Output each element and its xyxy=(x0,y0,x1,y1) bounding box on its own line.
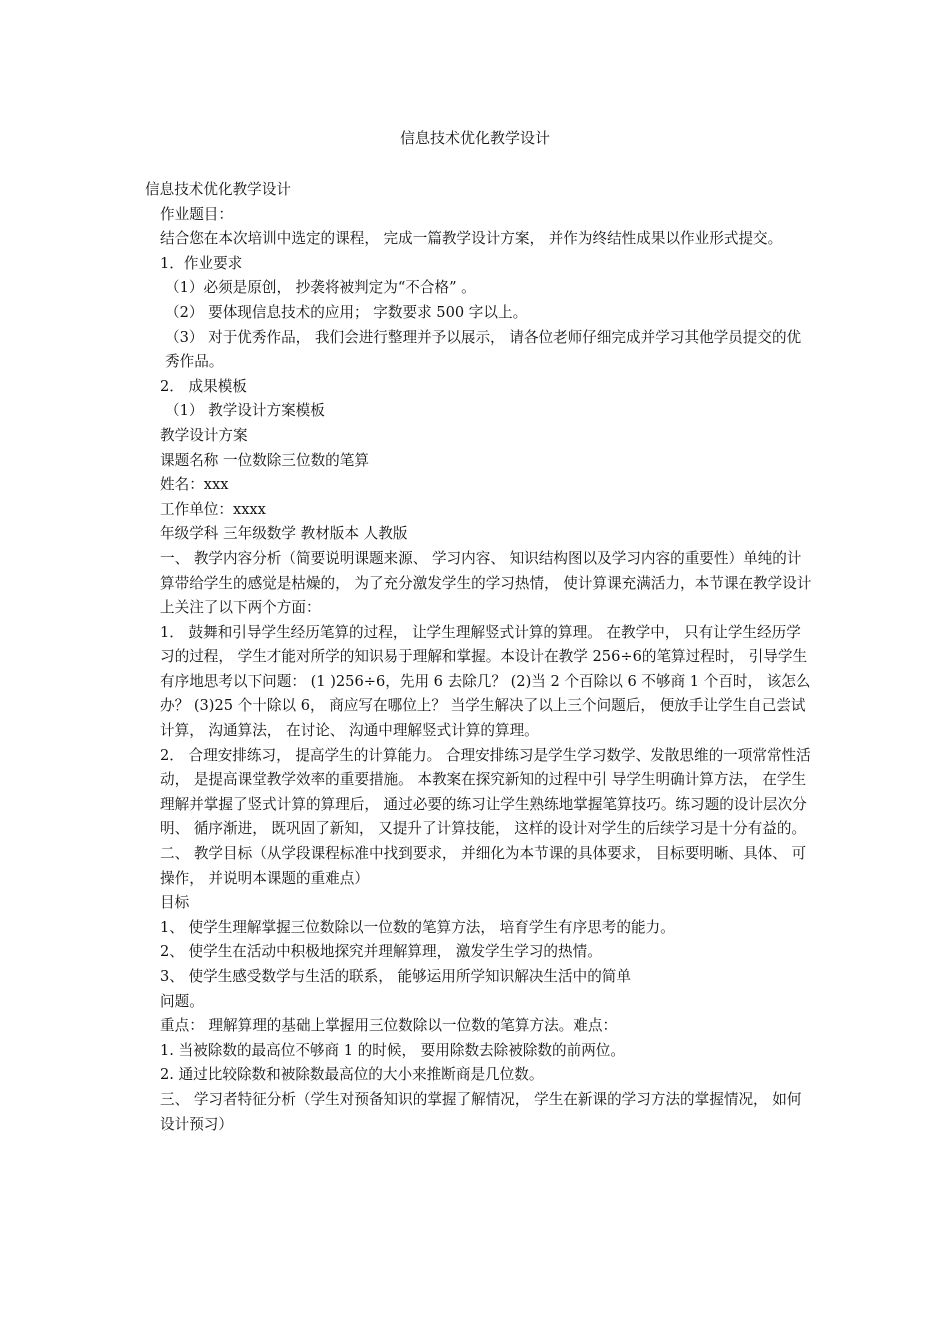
paragraph: 三、 学习者特征分析（学生对预备知识的掌握了解情况， 学生在新课的学习方法的掌握情况， 如何设计预习） xyxy=(160,1090,802,1133)
paragraph: 1. 当被除数的最高位不够商 1 的时候， 要用除数去除被除数的前两位。 xyxy=(160,1041,625,1059)
paragraph: 2． 成果模板 xyxy=(160,377,247,395)
page-title: 信息技术优化教学设计 xyxy=(399,129,550,147)
paragraph: 一、 教学内容分析（简要说明课题来源、 学习内容、 知识结构图以及学习内容的重要性）单纯的计算带给学生的感觉是枯燥的， 为了充分激发学生的学习热情， 使计算课充满活力，本节课在教学设计上关注了以下两个方面： xyxy=(160,549,812,617)
paragraph: 目标 xyxy=(160,894,190,912)
paragraph: 工作单位：xxxx xyxy=(160,500,266,518)
paragraph: 1、 使学生理解掌握三位数除以一位数的笔算方法， 培育学生有序思考的能力。 xyxy=(160,918,675,936)
paragraph: 教学设计方案 xyxy=(160,426,248,444)
paragraph: 二、 教学目标（从学段课程标准中找到要求， 并细化为本节课的具体要求， 目标要明晰、具体、 可操作， 并说明本课题的重难点） xyxy=(160,845,807,887)
paragraph: 信息技术优化教学设计 xyxy=(145,181,291,198)
paragraph: 1．作业要求 xyxy=(160,254,243,272)
paragraph: 作业题目： xyxy=(160,205,233,223)
paragraph: 2. 通过比较除数和被除数最高位的大小来推断商是几位数。 xyxy=(160,1066,544,1084)
paragraph: 结合您在本次培训中选定的课程， 完成一篇教学设计方案， 并作为终结性成果以作业形式提交。 xyxy=(160,230,783,248)
paragraph: 3、 使学生感受数学与生活的联系， 能够运用所学知识解决生活中的简单 xyxy=(160,968,631,985)
paragraph: 重点： 理解算理的基础上掌握用三位数除以一位数的笔算方法。难点： xyxy=(160,1017,618,1035)
paragraph: 课题名称 一位数除三位数的笔算 xyxy=(160,451,369,469)
paragraph: 问题。 xyxy=(160,992,204,1010)
paragraph: （3） 对于优秀作品， 我们会进行整理并予以展示， 请各位老师仔细完成并学习其他学员提交的优秀作品。 xyxy=(165,328,802,371)
paragraph: （2） 要体现信息技术的应用； 字数要求 500 字以上。 xyxy=(165,303,528,321)
document-body xyxy=(145,178,813,1137)
paragraph: 姓名：xxx xyxy=(160,476,229,494)
paragraph: 2． 合理安排练习， 提高学生的计算能力。 合理安排练习是学生学习数学、发散思维的一项常常性活动， 是提高课堂教学效率的重要措施。 本教案在探究新知的过程中引 导学生明确计算方法， 在学生理解并掌握了竖式计算的算理后， 通过必要的练习让学生熟练地掌握笔算技巧。练习题的设计层次分明、 循序渐进， 既巩固了新知， 又提升了计算技能， 这样的设计对学生的后续学习是十分有益的。 xyxy=(160,746,811,838)
paragraph: 年级学科 三年级数学 教材版本 人教版 xyxy=(160,525,408,543)
paragraph: （1）必须是原创， 抄袭将被判定为“不合格” 。 xyxy=(165,279,476,297)
paragraph: 1． 鼓舞和引导学生经历笔算的过程， 让学生理解竖式计算的算理。 在教学中， 只有让学生经历学习的过程， 学生才能对所学的知识易于理解和掌握。本设计在教学 256÷6的笔算过程时， 引导学生有序地思考以下问题： (1 )256÷6，先用 6 去除几？ (2)当 2 个百除以 6 不够商 1 个百时， 该怎么办？ (3)25 个十除以 6， 商应写在哪位上？ 当学生解决了以上三个问题后， 便放手让学生自己尝试计算， 沟通算法， 在讨论、 沟通中理解竖式计算的算理。 xyxy=(160,623,811,740)
paragraph: 2、 使学生在活动中积极地探究并理解算理， 激发学生学习的热情。 xyxy=(160,943,602,961)
paragraph: （1） 教学设计方案模板 xyxy=(165,402,325,420)
